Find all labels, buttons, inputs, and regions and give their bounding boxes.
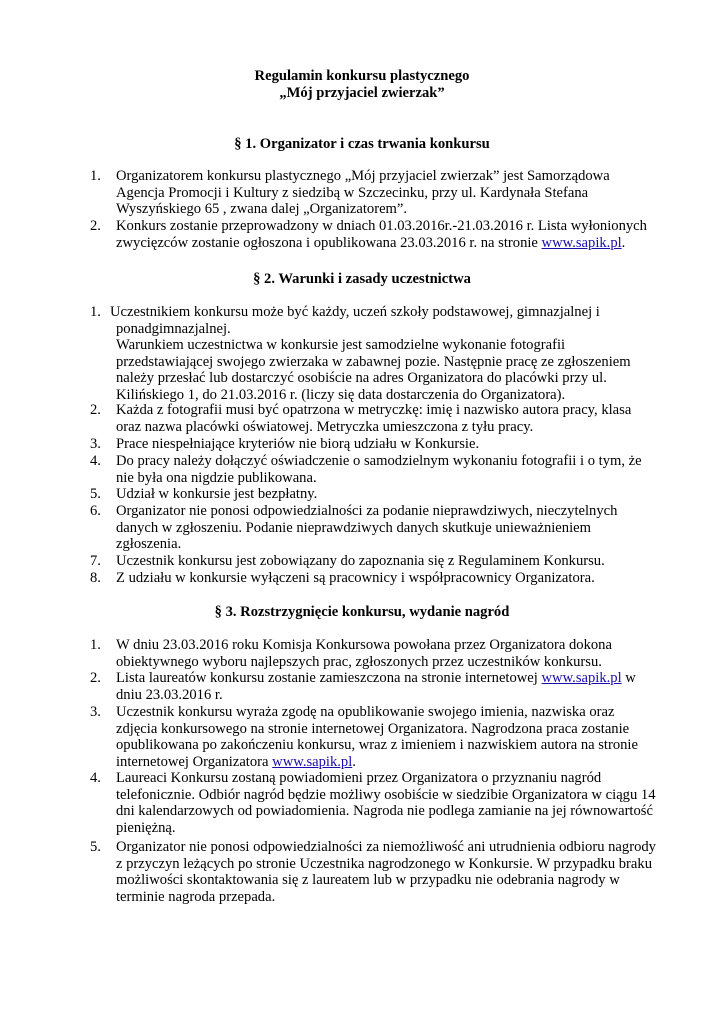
text-segment: Uczestnikiem konkursu może być każdy, uczeń szkoły podstawowej, gimnazjalnej i (110, 304, 600, 320)
item-text-line (116, 553, 605, 570)
item-text-line (116, 820, 176, 837)
item-number: 2. (90, 218, 101, 234)
item-text-line (116, 770, 601, 787)
item-text-line (116, 754, 356, 771)
item-number: 5. (90, 839, 101, 855)
item-text-line (116, 536, 181, 553)
item-number: 3. (90, 704, 101, 720)
text-segment: terminie nagroda przepada. (116, 888, 276, 905)
item-text-line (116, 453, 642, 470)
text-segment: Organizatorem konkursu plastycznego „Mój przyjaciel zwierzak” jest Samorządowa (116, 168, 610, 184)
item-text-line (116, 704, 614, 721)
section-heading-2: § 2. Warunki i zasady uczestnictwa (253, 271, 471, 287)
text-segment: zgłoszenia. (116, 536, 182, 553)
text-segment: pieniężną. (116, 819, 176, 836)
text-segment: W dniu 23.03.2016 roku Komisja Konkursowa powołana przez Organizatora dokona (116, 637, 612, 653)
item-text-line (116, 201, 407, 218)
item-text-line (116, 503, 617, 520)
item-text-line (116, 419, 533, 436)
item-text-line (116, 872, 620, 889)
item-number: 8. (90, 570, 101, 586)
title-line-1: Regulamin konkursu plastycznego (254, 68, 470, 84)
item-text-line (116, 235, 625, 252)
text-segment: . (621, 234, 626, 251)
item-text-line (116, 520, 591, 537)
title-line-2: „Mój przyjaciel zwierzak” (279, 84, 445, 101)
item-text-line (116, 787, 656, 804)
item-number: 1. (90, 637, 101, 653)
text-segment: zdjęcia konkursowego na stronie internetowej Organizatora. Nagrodzona praca zostanie (116, 720, 630, 737)
item-number: 1. (90, 304, 101, 320)
text-segment: zwycięzców zostanie ogłoszona i opublikowana 23.03.2016 r. na stronie (116, 234, 542, 251)
item-text-line (116, 370, 607, 387)
text-segment: Organizator nie ponosi odpowiedzialności za podanie nieprawdziwych, nieczytelnych (116, 503, 618, 519)
item-text-line (116, 436, 479, 453)
item-number: 1. (90, 168, 101, 184)
text-segment: przedstawiającej swojego zwierzaka w zabawnej pozie. Następnie pracę ze zgłoszeniem (116, 353, 631, 370)
item-text-line (116, 486, 317, 503)
item-text-line (116, 637, 612, 654)
item-number: 2. (90, 402, 101, 418)
text-segment: Laureaci Konkursu zostaną powiadomieni przez Organizatora o przyznaniu nagród (116, 770, 602, 786)
text-segment: telefonicznie. Odbiór nagród będzie możliwy osobiście w siedzibie Organizatora w ciągu 14 (116, 786, 656, 803)
text-segment: Kilińskiego 1, do 21.03.2016 r. (liczy się data dostarczenia do Organizatora). (116, 387, 566, 403)
text-segment: Lista laureatów konkursu zostanie zamieszczona na stronie internetowej (116, 670, 542, 686)
item-text-line (116, 321, 231, 338)
item-text-line (116, 803, 653, 820)
item-text-line (116, 721, 629, 738)
text-segment: Uczestnik konkursu jest zobowiązany do zapoznania się z Regulaminem Konkursu. (116, 553, 605, 569)
item-text-line (116, 470, 317, 487)
website-link[interactable]: www.sapik.pl (272, 753, 353, 770)
item-number: 3. (90, 436, 101, 452)
text-segment: Organizator nie ponosi odpowiedzialności za niemożliwość ani utrudnienia odbioru nagrody (116, 839, 656, 855)
document-title (0, 68, 724, 101)
website-link[interactable]: www.sapik.pl (541, 234, 622, 251)
text-segment: danych w zgłoszeniu. Podanie nieprawdziwych danych skutkuje unieważnieniem (116, 519, 591, 536)
text-segment: możliwości skontaktowania się z laureatem lub w przypadku nie odebrania nagrody w (116, 872, 620, 889)
item-text-line (116, 168, 610, 185)
item-text-line (116, 570, 595, 587)
item-text-line (116, 354, 631, 371)
item-number: 4. (90, 770, 101, 786)
item-text-line (116, 687, 223, 704)
text-segment: oraz nazwa placówki oświatowej. Metryczka umieszczona z tyłu pracy. (116, 418, 534, 435)
item-number: 7. (90, 553, 101, 569)
item-number: 6. (90, 503, 101, 519)
text-segment: Prace niespełniające kryteriów nie biorą udziału w Konkursie. (116, 436, 480, 452)
item-text-line (116, 185, 588, 202)
text-segment: obiektywnego wyboru najlepszych prac, zgłoszonych przez uczestników konkursu. (116, 653, 602, 670)
item-text-line (116, 670, 636, 687)
text-segment: Wyszyńskiego 65 , zwana dalej „Organizatorem”. (116, 201, 408, 218)
item-text-line (116, 839, 656, 856)
text-segment: Udział w konkursie jest bezpłatny. (116, 486, 318, 502)
text-segment: Warunkiem uczestnictwa w konkursie jest samodzielne wykonanie fotografii (116, 337, 566, 354)
text-segment: Do pracy należy dołączyć oświadczenie o samodzielnym wykonaniu fotografii i o tym, że (116, 453, 642, 469)
text-segment: Z udziału w konkursie wyłączeni są pracownicy i współpracownicy Organizatora. (116, 570, 595, 586)
text-segment: w (621, 670, 636, 686)
item-number: 2. (90, 670, 101, 686)
text-segment: dni kalendarzowych od powiadomienia. Nagroda nie podlega zamianie na jej równowartość (116, 803, 653, 820)
text-segment: Każda z fotografii musi być opatrzona w metryczkę: imię i nazwisko autora pracy, klasa (116, 402, 632, 418)
item-number: 4. (90, 453, 101, 469)
text-segment: opublikowana po zakończeniu konkursu, wraz z imieniem i nazwiskiem autora na stronie (116, 737, 638, 754)
item-number: 5. (90, 486, 101, 502)
text-segment: należy przesłać lub dostarczyć osobiście na adres Organizatora do placówki przy ul. (116, 370, 607, 387)
text-segment: Uczestnik konkursu wyraża zgodę na opublikowanie swojego imienia, nazwiska oraz (116, 704, 615, 720)
item-text-line (116, 856, 652, 873)
text-segment: . (352, 753, 356, 770)
item-text-line (116, 402, 631, 419)
item-text-line (110, 304, 600, 321)
text-segment: Konkurs zostanie przeprowadzony w dniach 01.03.2016r.-21.03.2016 r. Lista wyłonionych (116, 218, 647, 234)
text-segment: internetowej Organizatora (116, 753, 273, 770)
text-segment: nie była ona nigdzie publikowana. (116, 469, 317, 486)
text-segment: ponadgimnazjalnej. (116, 320, 231, 337)
section-heading-3: § 3. Rozstrzygnięcie konkursu, wydanie nagród (214, 604, 510, 620)
item-text-line (116, 654, 602, 671)
item-text-line (116, 889, 275, 906)
section-heading-1: § 1. Organizator i czas trwania konkursu (234, 136, 490, 152)
text-segment: z przyczyn leżących po stronie Uczestnika nagrodzonego w Konkursie. W przypadku braku (116, 855, 652, 872)
item-text-line (116, 337, 565, 354)
item-text-line (116, 737, 638, 754)
website-link[interactable]: www.sapik.pl (541, 670, 622, 686)
text-segment: Agencja Promocji i Kultury z siedzibą w Szczecinku, przy ul. Kardynała Stefana (116, 184, 589, 201)
text-segment: dniu 23.03.2016 r. (116, 686, 223, 703)
item-text-line (116, 218, 647, 235)
